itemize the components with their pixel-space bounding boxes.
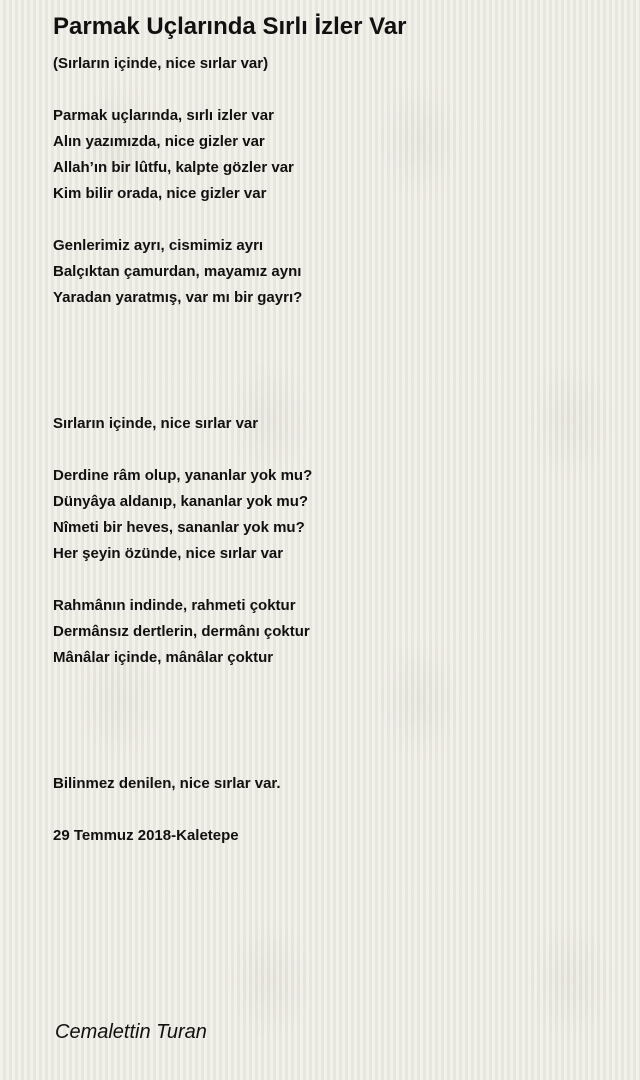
date-place: 29 Temmuz 2018-Kaletepe — [53, 827, 239, 844]
author-name: Cemalettin Turan — [55, 1021, 207, 1043]
poem-line: Nîmeti bir heves, sananlar yok mu? — [53, 519, 305, 536]
poem-line: Balçıktan çamurdan, mayamız aynı — [53, 263, 302, 280]
poem-subtitle: (Sırların içinde, nice sırlar var) — [53, 55, 269, 72]
refrain-line: Sırların içinde, nice sırlar var — [53, 415, 259, 432]
poem-line: Dermânsız dertlerin, dermânı çoktur — [53, 623, 310, 640]
poem-title: Parmak Uçlarında Sırlı İzler Var — [53, 13, 407, 40]
poem-line: Yaradan yaratmış, var mı bir gayrı? — [53, 289, 303, 306]
poem-line: Mânâlar içinde, mânâlar çoktur — [53, 649, 274, 666]
poem-line: Genlerimiz ayrı, cismimiz ayrı — [53, 237, 264, 254]
poem-line: Rahmânın indinde, rahmeti çoktur — [53, 597, 296, 614]
stanza-1 — [53, 103, 294, 207]
stanza-3 — [53, 463, 312, 567]
poem-line: Alın yazımızda, nice gizler var — [53, 133, 265, 150]
poem-line: Dünyâya aldanıp, kananlar yok mu? — [53, 493, 309, 510]
poem-line: Her şeyin özünde, nice sırlar var — [53, 545, 284, 562]
poem-line: Allah’ın bir lûtfu, kalpte gözler var — [53, 159, 294, 176]
poem-line: Parmak uçlarında, sırlı izler var — [53, 107, 274, 124]
closing-line: Bilinmez denilen, nice sırlar var. — [53, 775, 281, 792]
stanza-2 — [53, 233, 302, 311]
stanza-4 — [53, 593, 310, 671]
poem-line: Kim bilir orada, nice gizler var — [53, 185, 267, 202]
poem-line: Derdine râm olup, yananlar yok mu? — [53, 467, 313, 484]
